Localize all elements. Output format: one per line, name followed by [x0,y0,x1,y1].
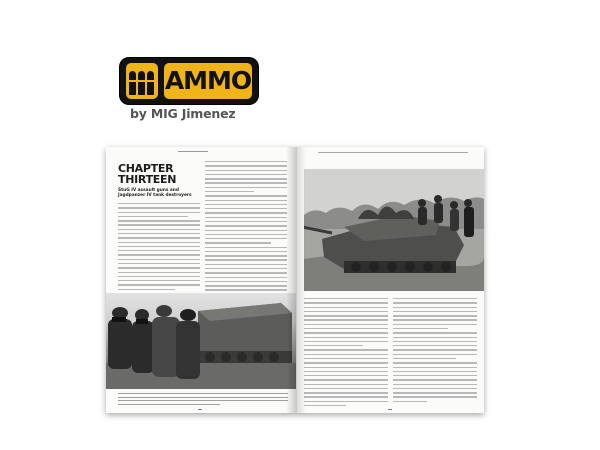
logo-byline: by MIG Jimenez [130,106,236,121]
folio-right [388,409,392,410]
body-text-column-1 [118,203,200,293]
folio-left [198,409,202,410]
chapter-subtitle: StuG IV assault guns and Jagdpanzer IV tank destroyers [118,188,192,199]
body-text-column-4 [393,298,477,405]
body-text-column-2 [205,161,287,298]
chapter-title: CHAPTER THIRTEEN [118,162,177,186]
photo-caption-left [118,393,288,407]
photo-tank-graphic [304,169,484,291]
left-page [106,147,296,413]
photo-officers-graphic [106,293,296,389]
running-head-left [178,151,208,152]
logo-wordmark: AMMO [164,63,252,99]
right-page [296,147,484,413]
photo-officers-with-tank [106,293,296,389]
book-spine [286,147,306,413]
running-head-right [318,152,468,153]
body-text-column-3 [304,298,388,409]
photo-tank-destroyer-field [304,169,484,291]
